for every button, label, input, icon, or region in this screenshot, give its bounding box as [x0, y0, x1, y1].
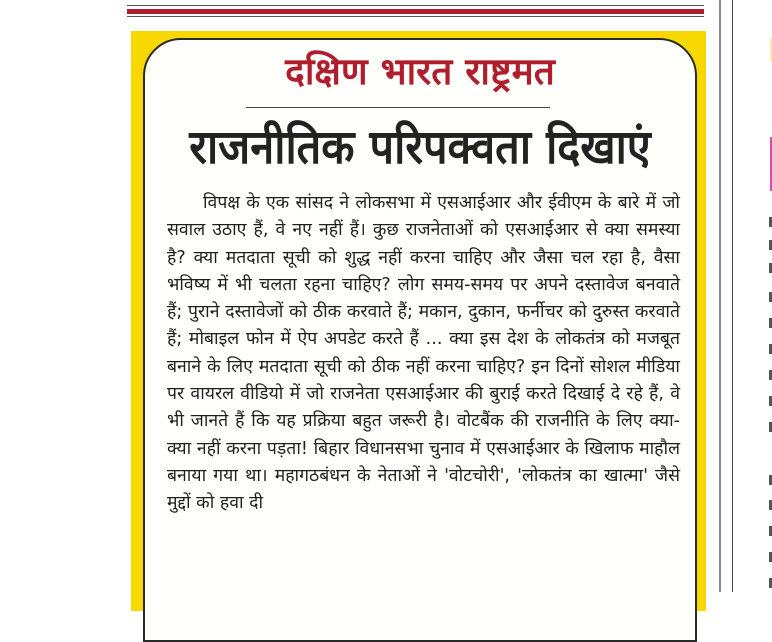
column-divider-thin — [732, 0, 733, 592]
adjacent-column — [746, 0, 772, 592]
top-rule-upper — [127, 5, 704, 6]
editorial-panel — [143, 38, 697, 642]
headline: राजनीतिक परिपक्वता दिखाएं — [189, 120, 651, 175]
top-rule-red — [127, 9, 704, 14]
article-body: विपक्ष के एक सांसद ने लोकसभा में एसआईआर और ईवीएम के बारे में जो सवाल उठाए हैं, वे नए नहीं हैं। कुछ राजनेताओं को एसआईआर से क्या समस्या है? क्या मतदाता सूची को शुद्ध नहीं करना चाहिए और जैसा चल रहा है, वैसा भविष्य में भी चलता रहना चाहिए? लोग समय-समय पर अपने दस्तावेज बनवाते हैं; पुराने दस्तावेजों को ठीक करवाते हैं; मकान, दुकान, फर्नीचर को दुरुस्त करवाते हैं; मोबाइल फोन में ऐप अपडेट करते हैं ... क्या इस देश के लोकतंत्र को मजबूत बनाने के लिए मतदाता सूची को ठीक नहीं करना चाहिए? इन दिनों सोशल मीडिया पर वायरल वीडियो में जो राजनेता एसआईआर की बुराई करते दिखाई दे रहे हैं, वे भी जानते हैं कि यह प्रक्रिया बहुत जरूरी है। वोटबैंक की राजनीति के लिए क्या-क्या नहीं करना पड़ता! बिहार विधानसभा चुनाव में एसआईआर के खिलाफ माहौल बनाया गया था। महागठबंधन के नेताओं ने 'वोटचोरी', 'लोकतंत्र का खात्मा' जैसे मुद्दों को हवा दी — [167, 193, 680, 514]
masthead: दक्षिण भारत राष्ट्रमत — [285, 50, 555, 93]
top-rule-lower — [127, 16, 704, 17]
masthead-divider — [246, 107, 550, 108]
column-divider — [719, 0, 721, 592]
